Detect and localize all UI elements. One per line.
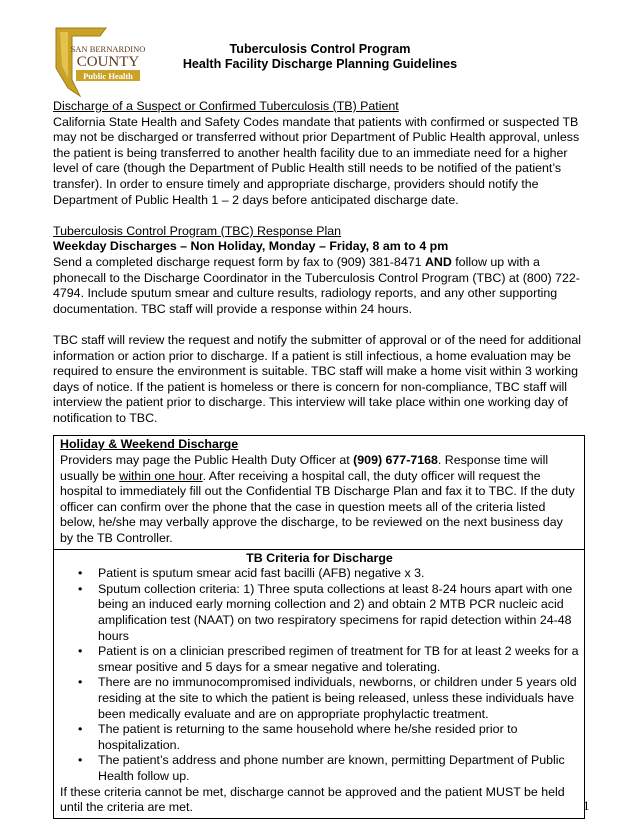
holiday-heading: Holiday & Weekend Discharge xyxy=(60,437,239,452)
response-paragraph-1: Send a completed discharge request form by fax to (909) 381-8471 AND follow up with a phonecall to the Discharge Coordinator in the Tuberculosis Control Program (TBC) at (800) 722-4794. Include sputum smear and culture results, radiology reports, and any other supporting documentation. TBC staff will provide a response within 24 hours. xyxy=(53,254,580,316)
document-body xyxy=(53,99,585,819)
document-header xyxy=(130,42,510,72)
criteria-footer: If these criteria cannot be met, discharge cannot be approved and the patient MUST be held until the criteria are met. xyxy=(60,784,565,815)
response-heading: Tuberculosis Control Program (TBC) Response Plan xyxy=(53,223,342,238)
holiday-body: Providers may page the Public Health Duty Officer at (909) 677-7168. Response time will usually be within one hour. After receiving a hospital call, the duty officer will request the hospital to immediately fill out the Confidential TB Discharge Plan and fax it to TBC. If the duty officer can confirm over the phone that the case in question meets all of the criteria listed below, he/she may verbally approve the discharge, to be reviewed on the next business day by the TB Controller. xyxy=(60,453,575,546)
duty-officer-phone: (909) 677-7168 xyxy=(353,453,438,468)
criteria-item: • The patient is returning to the same household where he/she resided prior to hospitalization. xyxy=(98,722,579,753)
holiday-section xyxy=(54,436,584,548)
criteria-item: • Sputum collection criteria: 1) Three sputa collections at least 8-24 hours apart with one being an induced early morning collection and 2) and obtain 2 MTB PCR nucleic acid amplification test (NAAT) on two respiratory specimens for rapid detection within 24-48 hours xyxy=(98,582,579,644)
criteria-item: • There are no immunocompromised individuals, newborns, or children under 5 years old residing at the site to which the patient is being released, unless these individuals have been medically evaluate and are on appropriate prophylactic treatment. xyxy=(98,675,579,722)
criteria-list xyxy=(60,566,579,784)
logo-line2: COUNTY xyxy=(76,54,140,70)
logo-line1: SAN BERNARDINO xyxy=(70,44,146,54)
document-title: Tuberculosis Control Program xyxy=(229,42,411,56)
response-paragraph-2: TBC staff will review the request and notify the submitter of approval or of the need for additional information or action prior to discharge. If a patient is still infectious, a home evaluation may be required to ensure the environment is suitable. TBC staff will make a home visit within 3 working days of notice. If the patient is homeless or there is concern for non-compliance, TBC staff will interview the patient prior to discharge. This interview will take place within one working day of notification to TBC. xyxy=(53,332,582,425)
criteria-heading: TB Criteria for Discharge xyxy=(246,550,393,565)
holiday-criteria-box xyxy=(53,435,585,818)
criteria-section xyxy=(54,549,584,818)
discharge-body: California State Health and Safety Codes mandate that patients with confirmed or suspected TB may not be discharged or transferred without prior Department of Public Health approval, unless the patient is being transferred to another health facility due to an immediate need for a higher level of care (though the Department of Public Health still needs to be notified of the patient’s transfer). In order to ensure timely and appropriate discharge, providers should notify the Department of Public Health 1 – 2 days before anticipated discharge date. xyxy=(53,114,580,207)
criteria-item: • Patient is sputum smear acid fast bacilli (AFB) negative x 3. xyxy=(98,566,579,582)
weekday-heading: Weekday Discharges – Non Holiday, Monday – Friday, 8 am to 4 pm xyxy=(53,239,449,254)
document-subtitle: Health Facility Discharge Planning Guidelines xyxy=(182,57,458,71)
criteria-item: • The patient’s address and phone number are known, permitting Department of Public Health follow up. xyxy=(98,753,579,784)
criteria-item: • Patient is on a clinician prescribed regimen of treatment for TB for at least 2 weeks for a smear positive and 5 days for a smear negative and tolerating. xyxy=(98,644,579,675)
discharge-heading: Discharge of a Suspect or Confirmed Tuberculosis (TB) Patient xyxy=(53,99,399,113)
logo-line3: Public Health xyxy=(83,71,133,81)
page-number: 1 xyxy=(583,798,590,813)
